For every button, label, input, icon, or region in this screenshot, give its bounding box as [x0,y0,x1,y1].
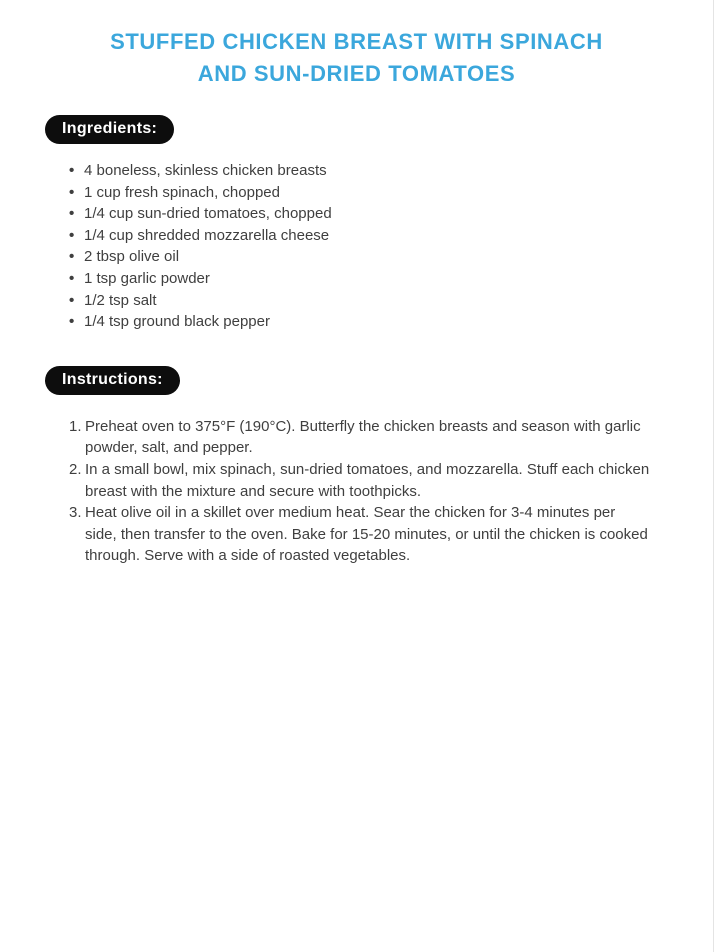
instruction-step: Heat olive oil in a skillet over medium heat. Sear the chicken for 3-4 minutes per side, then transfer to the oven. Bake for 15-20 minutes, or until the chicken is cooked through. Serve with a side of roasted vegetables. [85,504,648,565]
ingredients-list [84,160,653,333]
ingredient-item: • 1/4 tsp ground black pepper [84,311,653,333]
ingredient-item: • 4 boneless, skinless chicken breasts [84,160,653,182]
ingredient-item: • 1 tsp garlic powder [84,268,653,290]
ingredients-section-badge: Ingredients: [45,115,174,144]
ingredient-item: • 1/4 cup shredded mozzarella cheese [84,225,653,247]
ingredient-item: • 2 tbsp olive oil [84,246,653,268]
recipe-title-line-2: AND SUN-DRIED TOMATOES [197,61,516,86]
instruction-step: Preheat oven to 375°F (190°C). Butterfly the chicken breasts and season with garlic powder, salt, and pepper. [85,417,641,457]
instruction-step: In a small bowl, mix spinach, sun-dried tomatoes, and mozzarella. Stuff each chicken breast with the mixture and secure with toothpicks. [85,460,650,500]
recipe-title-line-1: STUFFED CHICKEN BREAST WITH SPINACH [110,29,603,54]
instructions-section-badge: Instructions: [45,366,180,395]
recipe-title [0,26,713,90]
ingredient-item: • 1 cup fresh spinach, chopped [84,182,653,204]
ingredient-item: • 1/2 tsp salt [84,290,653,312]
instructions-list [85,416,651,567]
ingredient-item: • 1/4 cup sun-dried tomatoes, chopped [84,203,653,225]
